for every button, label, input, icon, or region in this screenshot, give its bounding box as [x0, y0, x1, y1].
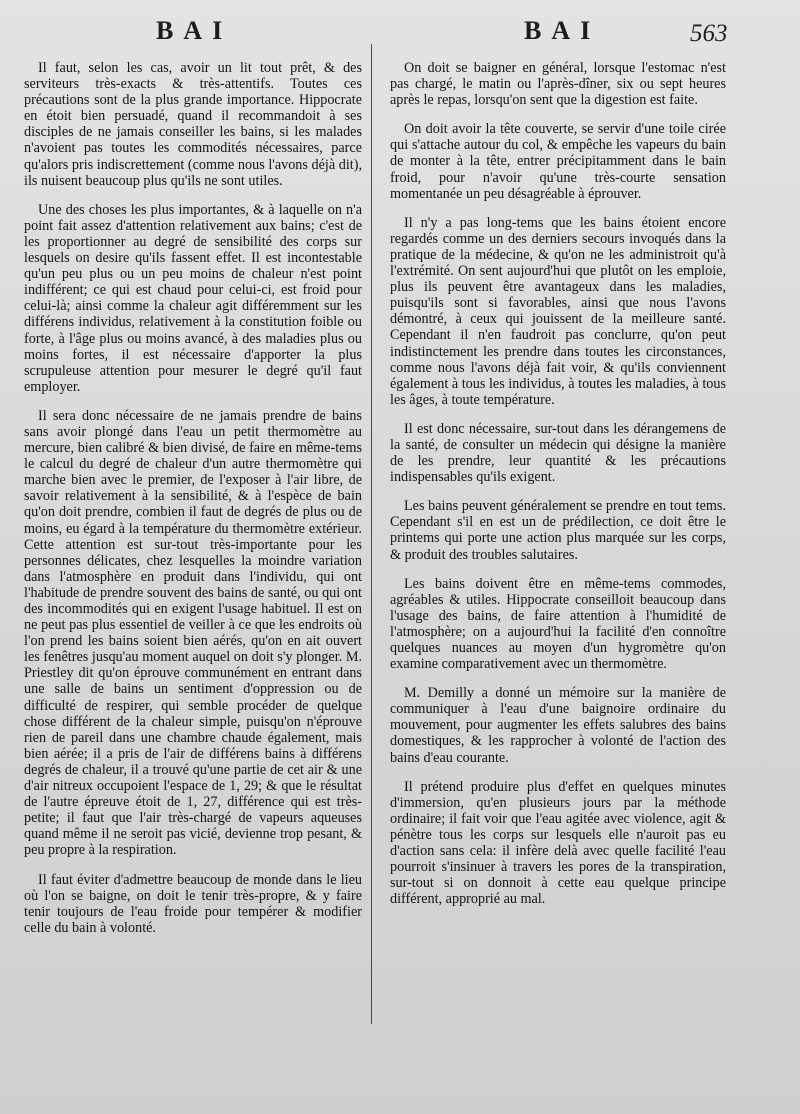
running-head-right: BAI	[524, 16, 601, 45]
page-number: 563	[690, 20, 728, 47]
paragraph: Il n'y a pas long-tems que les bains étoient encore regardés comme un des derniers secours invoqués dans la pratique de la médecine, & qu'on ne les administroit qu'à l'extrémité. On sent aujourd'hui que plutôt on les emploie, plus ils peuvent être avantageux dans les maladies, puisqu'ils sont si favorables, ainsi que nous l'avons démontré, à ceux qui jouissent de la meilleure santé. Cependant il n'en faudroit pas conclurre, qu'on peut indistinctement les prendre dans toutes les circonstances, comme nous l'avons déjà fait voir, & qu'ils conviennent également à tous les individus, à toutes les maladies, à tous les âges, à toute température.	[390, 214, 726, 408]
paragraph: On doit avoir la tête couverte, se servir d'une toile cirée qui s'attache autour du col, & empêche les vapeurs du bain de monter à la tête, entrer précipitamment dans le bain froid, pour n'avoir qu'une très-courte sensation momentanée un peu désagréable à éprouver.	[390, 121, 726, 202]
left-column	[24, 60, 362, 949]
page-header	[0, 16, 800, 56]
paragraph: Une des choses les plus importantes, & à laquelle on n'a point fait assez d'attention relativement aux bains; c'est de les proportionner au degré de sensibilité des corps sur lesquels on desire qu'ils fassent effet. Il est incontestable qu'un peu plus ou un peu moins de chaleur n'est point indifférent; ce qui est chaud pour celui-ci, est froid pour celui-là; ainsi comme la chaleur agit différemment sur les différens individus, relativement à la constitution foible ou forte, à l'âge plus ou moins avancé, à des maladies plus ou moins fortes, il est nécessaire d'apporter la plus scrupuleuse attention pour mesurer le degré qu'il faut employer.	[24, 201, 362, 395]
running-head-left: BAI	[156, 16, 233, 45]
paragraph: M. Demilly a donné un mémoire sur la manière de communiquer à l'eau d'une baignoire ordinaire du mouvement, pour augmenter les effets salubres des bains domestiques, & les rapprocher à volonté de l'action des bains d'eau courante.	[390, 685, 726, 766]
paragraph: On doit se baigner en général, lorsque l'estomac n'est pas chargé, le matin ou l'après-dîner, six ou sept heures après le repas, lorsqu'on sent que la digestion est faite.	[390, 60, 726, 109]
column-divider	[371, 44, 372, 1024]
paragraph: Les bains peuvent généralement se prendre en tout tems. Cependant s'il en est un de prédilection, ce doit être le printems qui porte une action plus marquée sur les corps, & produit des troubles salutaires.	[390, 498, 726, 563]
paragraph: Il faut éviter d'admettre beaucoup de monde dans le lieu où l'on se baigne, on doit le tenir très-propre, & y faire tenir toujours de l'eau froide pour tempérer & modifier celle du bain à volonté.	[24, 871, 362, 936]
paragraph: Il prétend produire plus d'effet en quelques minutes d'immersion, qu'en plusieurs jours par la méthode ordinaire; il fait voir que l'eau agitée avec violence, agit & pénètre tous les corps sur lesquels elle n'auroit pas eu d'action sans cela: il infère delà avec quelle facilité l'eau pourroit s'insinuer à travers les pores de la transpiration, sur-tout si on donnoit à cette eau quelque principe différent, approprié au mal.	[390, 778, 726, 908]
paragraph: Il est donc nécessaire, sur-tout dans les dérangemens de la santé, de consulter un médecin qui désigne la manière de les prendre, leur quantité & les précautions indispensables qu'ils exigent.	[390, 420, 726, 486]
paragraph: Il sera donc nécessaire de ne jamais prendre de bains sans avoir plongé dans l'eau un petit thermomètre au mercure, bien calibré & bien divisé, de faire en même-tems le calcul du degré de chaleur d'un autre thermomètre qui marche bien avec le premier, de l'exposer à l'air libre, de savoir relativement à la sensibilité, & à l'espèce de bain qu'on doit prendre, combien il faut de degrés de plus ou de moins, eu égard à la température du thermomètre extérieur. Cette attention est sur-tout très-importante pour les personnes délicates, chez lesquelles la moindre variation dans l'atmosphère en produit dans l'individu, qui ont l'habitude de prendre souvent des bains de santé, ou qui ont des incommodités qui en exigent l'usage habituel. Il est on ne peut pas plus essentiel de veiller à ce que les endroits où l'on prend les bains soient bien aérés, qu'on en ait ouvert les fenêtres jusqu'au moment auquel on doit s'y plonger. M. Priestley dit qu'on éprouve communément en entrant dans une salle de bains un sentiment d'oppression ou de difficulté de respirer, qui semble procéder de quelque chose différent de la chaleur simple, puisqu'on n'éprouve rien de pareil dans une chambre chaude également, mais bien aérée; il a pris de l'air de différens bains à différens degrés de chaleur, il a trouvé qu'une partie de cet air & une d'air nitreux occupoient l'espace de 1, 29; & que le résultat de l'autre épreuve étoit de 1, 27, différence qui est très-petite; il faut que l'air très-chargé de vapeurs aqueuses quand même il ne seroit pas vicié, devienne trop pesant, & peu propre à la respiration.	[24, 407, 362, 859]
right-column	[390, 60, 726, 920]
paragraph: Il faut, selon les cas, avoir un lit tout prêt, & des serviteurs très-exacts & très-attentifs. Toutes ces précautions sont de la plus grande importance. Hippocrate en étoit bien persuadé, quand il recommandoit à ses disciples de ne jamais conseiller les bains, si les malades n'avoient pas toutes les commodités nécessaires, parce qu'alors pris indiscrettement (comme nous l'avons déjà dit), ils nuisent beaucoup plus qu'ils ne sont utiles.	[24, 60, 362, 189]
paragraph: Les bains doivent être en même-tems commodes, agréables & utiles. Hippocrate conseilloit beaucoup dans l'usage des bains, de faire attention à l'humidité de l'atmosphère; on a aujourd'hui la facilité d'en connoître quelques nuances au moyen d'un hygromètre qu'on examine comparativement avec un thermomètre.	[390, 575, 726, 673]
